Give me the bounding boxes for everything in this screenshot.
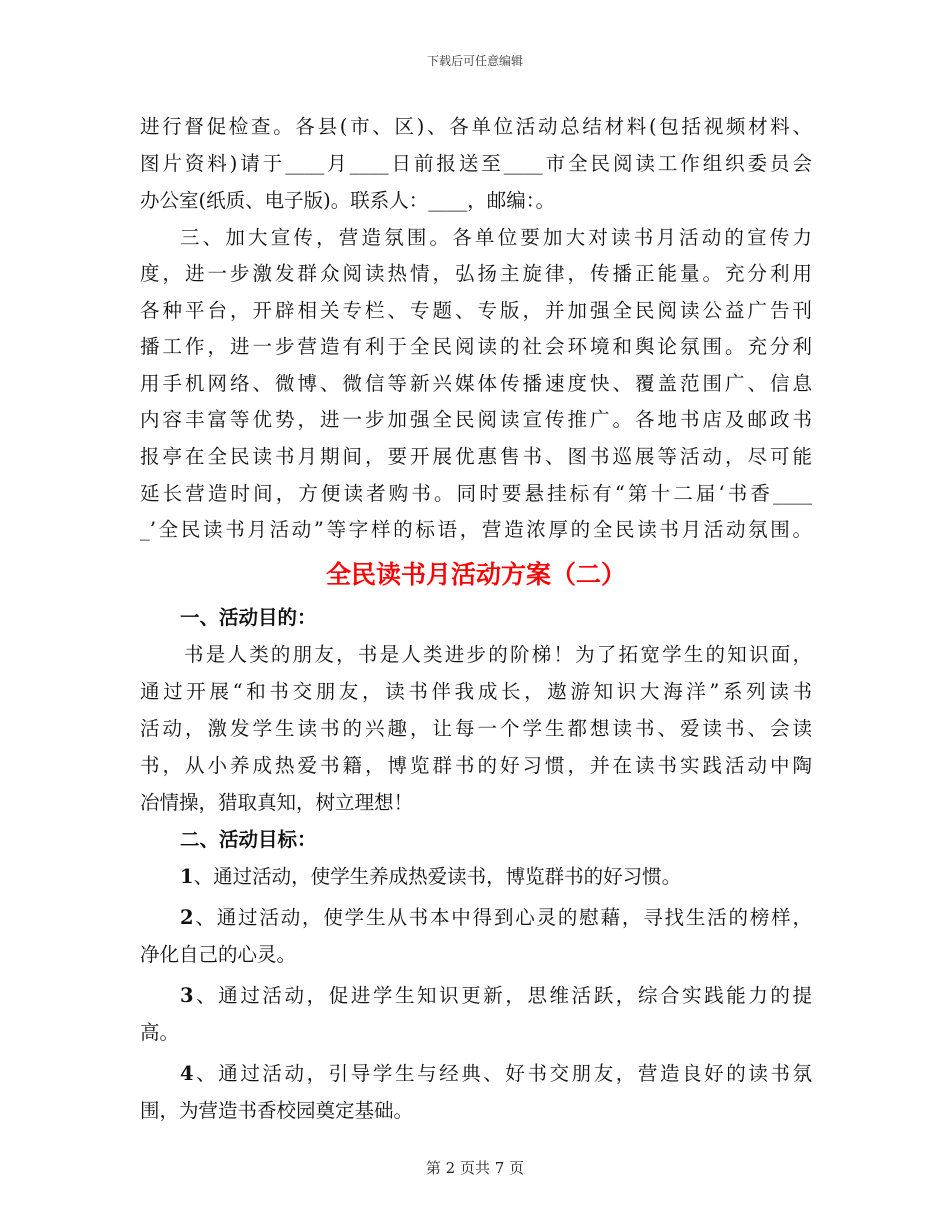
section-three bbox=[140, 219, 812, 549]
goal-item bbox=[140, 858, 812, 895]
page-footer: 第 2 页共 7 页 bbox=[425, 1159, 525, 1177]
goal-text: 、通过活动，引导学生与经典、好书交朋友，营造良好的读书氛 bbox=[193, 1061, 812, 1085]
goal-text: 、通过活动，使学生养成热爱读书，博览群书的好习惯。 bbox=[193, 864, 682, 888]
text-line: 净化自己的心灵。 bbox=[140, 942, 297, 966]
goal-item bbox=[140, 977, 812, 1014]
goal-number: 2 bbox=[180, 905, 194, 929]
goals-heading: 二、活动目标： bbox=[180, 827, 317, 851]
text-line: 书，从小养成热爱书籍，博览群书的好习惯，并在读书实践活动中陶 bbox=[140, 753, 812, 777]
purpose-section bbox=[140, 599, 812, 821]
text-line: 报亭在全民读书月期间，要开展优惠售书、图书巡展等活动，尽可能 bbox=[140, 444, 812, 468]
text-line: 度，进一步激发群众阅读热情，弘扬主旋律，传播正能量。充分利用 bbox=[140, 262, 812, 285]
text-line: 内容丰富等优势，进一步加强全民阅读宣传推广。各地书店及邮政书 bbox=[140, 408, 812, 432]
document-title: 全民读书月活动方案（二） bbox=[325, 559, 626, 589]
goal-number: 4 bbox=[180, 1061, 194, 1085]
goal-text: 、通过活动，促进学生知识更新，思维活跃，综合实践能力的提 bbox=[193, 983, 812, 1007]
text-line: 冶情操，猎取真知，树立理想！ bbox=[140, 790, 414, 814]
purpose-heading: 一、活动目的： bbox=[180, 605, 317, 629]
text-line: 延长营造时间，方便读者购书。同时要悬挂标有“第十二届‘书香____ bbox=[140, 481, 812, 505]
document-body bbox=[140, 108, 812, 1129]
goal-text: 、通过活动，使学生从书本中得到心灵的慰藉，寻找生活的榜样， bbox=[193, 905, 812, 929]
text-line: 通过开展“和书交朋友，读书伴我成长，遨游知识大海洋”系列读书 bbox=[140, 679, 812, 703]
text-line: 图片资料)请于____月____日前报送至____市全民阅读工作组织委员会 bbox=[140, 152, 812, 175]
goal-item bbox=[140, 899, 812, 936]
text-line: 各种平台，开辟相关专栏、专题、专版，并加强全民阅读公益广告刊 bbox=[140, 298, 812, 322]
text-line: 进行督促检查。各县(市、区)、各单位活动总结材料(包括视频材料、 bbox=[140, 115, 812, 138]
goal-item bbox=[140, 1055, 812, 1092]
page-header: 下载后可任意编辑 bbox=[426, 54, 523, 68]
goal-number: 3 bbox=[180, 983, 194, 1007]
text-line: 活动，激发学生读书的兴趣，让每一个学生都想读书、爱读书、会读 bbox=[140, 716, 812, 740]
text-line: 书是人类的朋友，书是人类进步的阶梯！为了拓宽学生的知识面， bbox=[184, 642, 812, 666]
text-line: 围，为营造书香校园奠定基础。 bbox=[140, 1098, 414, 1122]
goals-section bbox=[140, 821, 812, 1129]
goal-number: 1 bbox=[180, 864, 194, 888]
text-line: 高。 bbox=[140, 1020, 180, 1044]
section-three-line: 三、加大宣传，营造氛围。各单位要加大对读书月活动的宣传力 bbox=[180, 226, 812, 249]
text-line: _’全民读书月活动”等字样的标语，营造浓厚的全民读书月活动氛围。 bbox=[140, 518, 812, 542]
text-line: 办公室(纸质、电子版)。联系人：____，邮编：。 bbox=[140, 189, 555, 212]
text-line: 播工作，进一步营造有利于全民阅读的社会环境和舆论氛围。充分利 bbox=[140, 335, 812, 359]
section-one-continued bbox=[140, 108, 812, 219]
text-line: 用手机网络、微博、微信等新兴媒体传播速度快、覆盖范围广、信息 bbox=[140, 371, 812, 395]
